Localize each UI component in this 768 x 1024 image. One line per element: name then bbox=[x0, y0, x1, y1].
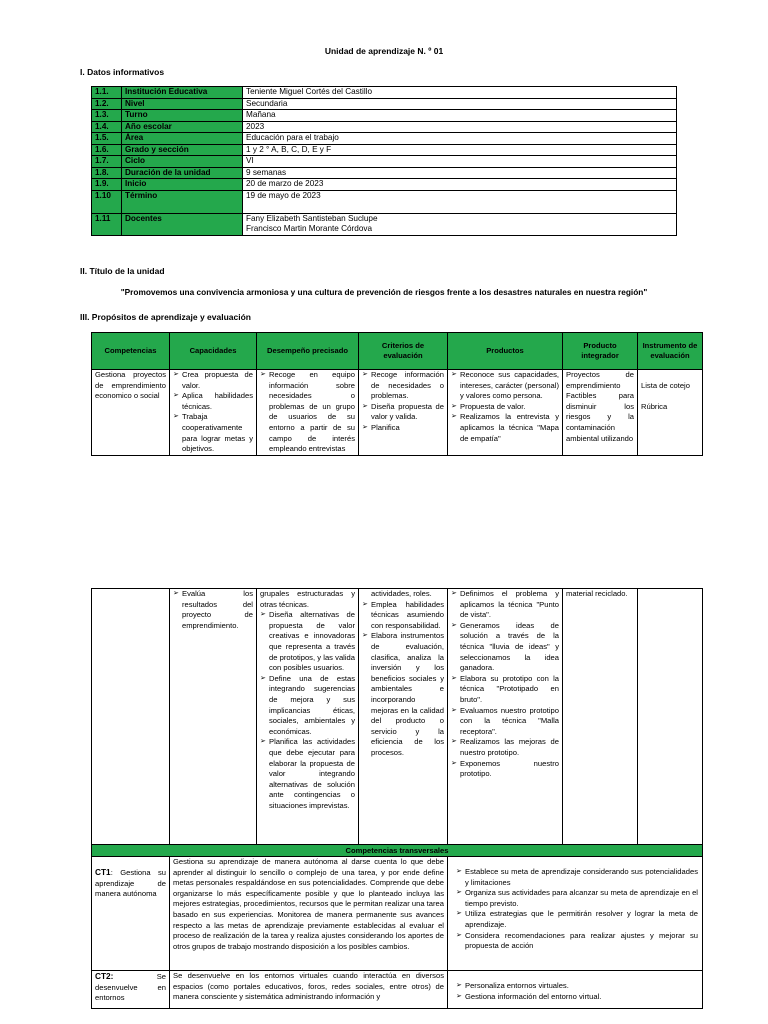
info-label bbox=[122, 144, 243, 156]
cell-ct1-items bbox=[448, 857, 703, 971]
list-item: ➢ Gestiona información del entorno virtual. bbox=[456, 992, 698, 1003]
info-value-text: Educación para el trabajo bbox=[246, 133, 339, 142]
info-num-text: 1.4. bbox=[95, 121, 109, 131]
cell-criterios bbox=[359, 370, 448, 456]
list-item: ➢ Planifica las actividades que debe ejecutar para elaborar la propuesta de valor integrando alternativas de solución ante contingencias o situaciones imprevistas. bbox=[260, 737, 355, 811]
info-value-text: VI bbox=[246, 156, 254, 165]
list-item: ➢ Propuesta de valor. bbox=[451, 402, 559, 413]
cell-criterios bbox=[359, 589, 448, 845]
info-value-text: 19 de mayo de 2023 bbox=[246, 190, 321, 200]
section-heading-datos: I. Datos informativos bbox=[80, 67, 165, 77]
info-value bbox=[243, 87, 677, 99]
info-value bbox=[243, 156, 677, 168]
purposes-table-continued bbox=[91, 588, 703, 1009]
info-value bbox=[243, 110, 677, 122]
table-row bbox=[92, 167, 677, 179]
list-item: ➢ Diseña alternativas de propuesta de valor creativas e innovadoras que representa a través de prototipos, y las valida con posibles usuarios. bbox=[260, 610, 355, 674]
transversales-title: Competencias transversales bbox=[92, 845, 703, 857]
list-item: ➢ Recoge información de necesidades o problemas. bbox=[362, 370, 444, 402]
ct2-items-list bbox=[456, 981, 698, 1002]
info-label bbox=[122, 121, 243, 133]
info-num-text: 1.11 bbox=[95, 213, 111, 223]
info-value bbox=[243, 98, 677, 110]
info-value-text: 20 de marzo de 2023 bbox=[246, 179, 324, 188]
list-item: ➢ Emplea habilidades técnicas asumiendo con responsabilidad. bbox=[362, 600, 444, 632]
cell-producto-integrador: Proyectos de emprendimiento Factibles para disminuir los riesgos y la contaminación ambiental utilizando bbox=[563, 370, 638, 456]
table-row bbox=[92, 98, 677, 110]
info-num-text: 1.10 bbox=[95, 190, 111, 200]
table-row bbox=[92, 589, 703, 845]
list-item: ➢ Realizamos la entrevista y aplicamos la técnica "Mapa de empatía" bbox=[451, 412, 559, 444]
cell-desempeno bbox=[257, 589, 359, 845]
info-num-text: 1.5. bbox=[95, 133, 109, 142]
info-label-text: Inicio bbox=[125, 179, 147, 188]
info-label-text: Área bbox=[125, 133, 144, 142]
cell-capacidades bbox=[170, 589, 257, 845]
info-label-text: Turno bbox=[125, 110, 148, 119]
info-value bbox=[243, 179, 677, 191]
info-num bbox=[92, 179, 122, 191]
list-item: ➢ Realizamos las mejoras de nuestro prototipo. bbox=[451, 737, 559, 758]
info-label bbox=[122, 179, 243, 191]
header-desempeno: Desempeño precisado bbox=[257, 333, 359, 370]
info-num bbox=[92, 110, 122, 122]
desempeno-continuation: grupales estructuradas y otras técnicas. bbox=[260, 589, 355, 609]
list-item: ➢ Planifica bbox=[362, 423, 444, 434]
info-value bbox=[243, 167, 677, 179]
info-value bbox=[243, 121, 677, 133]
info-value-text-2: Francisco Martin Morante Córdova bbox=[246, 224, 373, 233]
table-row bbox=[92, 179, 677, 191]
criterios-continuation: actividades, roles. bbox=[371, 589, 432, 598]
instrumento-rubrica: Rúbrica bbox=[641, 401, 668, 411]
cell-capacidades bbox=[170, 370, 257, 456]
info-num-text: 1.9. bbox=[95, 179, 109, 188]
table-row bbox=[92, 156, 677, 168]
cell-competencia-empty bbox=[92, 589, 170, 845]
info-value-text: Secundaria bbox=[246, 98, 288, 108]
info-value-text: 9 semanas bbox=[246, 167, 287, 177]
info-num-text: 1.6. bbox=[95, 144, 109, 154]
info-value-text: 1 y 2 ° A, B, C, D, E y F bbox=[246, 144, 332, 154]
list-item: ➢ Organiza sus actividades para alcanzar su meta de aprendizaje en el tiempo previsto. bbox=[456, 888, 698, 909]
info-label bbox=[122, 213, 243, 235]
info-table bbox=[91, 86, 677, 236]
purposes-header-row bbox=[92, 333, 703, 370]
info-label-text: Término bbox=[125, 190, 158, 200]
info-label bbox=[122, 98, 243, 110]
criterios-list bbox=[362, 370, 444, 434]
info-num-text: 1.1. bbox=[95, 87, 109, 96]
cell-instrumento bbox=[638, 370, 703, 456]
header-capacidades: Capacidades bbox=[170, 333, 257, 370]
ct2-code: CT2: bbox=[95, 971, 114, 981]
criterios-list bbox=[362, 600, 444, 759]
list-item: ➢ Definimos el problema y aplicamos la técnica "Punto de vista". bbox=[451, 589, 559, 621]
table-row bbox=[92, 110, 677, 122]
info-num bbox=[92, 87, 122, 99]
info-table-body bbox=[92, 87, 677, 236]
table-row bbox=[92, 971, 703, 1009]
cell-desempeno bbox=[257, 370, 359, 456]
section-heading-propositos: III. Propósitos de aprendizaje y evaluación bbox=[80, 312, 251, 322]
info-num bbox=[92, 213, 122, 235]
ct1-code: CT1 bbox=[95, 867, 111, 877]
info-value-text: Mañana bbox=[246, 110, 276, 119]
info-value bbox=[243, 213, 677, 235]
info-value bbox=[243, 144, 677, 156]
list-item: ➢ Considera recomendaciones para realizar ajustes y mejorar su propuesta de acción bbox=[456, 931, 698, 952]
info-num-text: 1.3. bbox=[95, 110, 109, 119]
header-competencias: Competencias bbox=[92, 333, 170, 370]
info-label bbox=[122, 156, 243, 168]
info-num bbox=[92, 98, 122, 110]
list-item: ➢ Exponemos nuestro prototipo. bbox=[451, 759, 559, 780]
cell-productos bbox=[448, 589, 563, 845]
productos-list bbox=[451, 589, 559, 780]
cell-ct2-description: Se desenvuelve en los entornos virtuales cuando interactúa en diversos espacios (como portales educativos, foros, redes sociales, entre otros) de manera consciente y sistemática administrando información y bbox=[170, 971, 448, 1009]
header-producto-integrador: Producto integrador bbox=[563, 333, 638, 370]
list-item: ➢ Generamos ideas de solución a través de la técnica "lluvia de ideas" y seleccionamos la idea ganadora. bbox=[451, 621, 559, 674]
cell-ct2-label bbox=[92, 971, 170, 1009]
list-item: ➢ Elabora instrumentos de evaluación, clasifica, analiza la inversión y los beneficios sociales y ambientales e incorporando mejoras en la calidad del producto o servicio y la eficiencia de los procesos. bbox=[362, 631, 444, 758]
instrumento-lista-cotejo: Lista de cotejo bbox=[641, 381, 690, 390]
info-value bbox=[243, 190, 677, 213]
table-row bbox=[92, 213, 677, 235]
list-item: ➢ Define una de estas integrando sugerencias de mejora y sus implicancias éticas, sociales, ambientales y económicas. bbox=[260, 674, 355, 738]
header-instrumento: Instrumento de evaluación bbox=[638, 333, 703, 370]
info-num bbox=[92, 144, 122, 156]
cell-competencia: Gestiona proyectos de emprendimiento economico o social bbox=[92, 370, 170, 456]
info-label-text: Grado y sección bbox=[125, 144, 189, 154]
cell-ct2-items bbox=[448, 971, 703, 1009]
ct2-label: Se desenvuelve en entornos bbox=[95, 972, 166, 1003]
info-num-text: 1.2. bbox=[95, 98, 109, 108]
info-label bbox=[122, 87, 243, 99]
info-label bbox=[122, 110, 243, 122]
info-num bbox=[92, 167, 122, 179]
cell-producto-integrador: material reciclado. bbox=[563, 589, 638, 845]
info-label bbox=[122, 190, 243, 213]
info-value-text: 2023 bbox=[246, 121, 265, 131]
info-num-text: 1.7. bbox=[95, 156, 109, 165]
list-item: ➢ Utiliza estrategias que le permitirán resolver y lograr la meta de aprendizaje. bbox=[456, 909, 698, 930]
table-row bbox=[92, 370, 703, 456]
list-item: ➢ Establece su meta de aprendizaje considerando sus potencialidades y limitaciones bbox=[456, 867, 698, 888]
list-item: ➢ Recoge en equipo información sobre necesidades o problemas de un grupo de usuarios de su entorno a partir de su campo de interés empleando entrevistas bbox=[260, 370, 355, 455]
info-num bbox=[92, 190, 122, 213]
info-num bbox=[92, 133, 122, 145]
list-item: ➢ Evaluamos nuestro prototipo con la técnica "Malla receptora". bbox=[451, 706, 559, 738]
info-num bbox=[92, 121, 122, 133]
list-item: ➢ Elabora su prototipo con la técnica "Prototipado en bruto". bbox=[451, 674, 559, 706]
section-heading-titulo: II. Título de la unidad bbox=[80, 266, 165, 276]
list-item: ➢ Evalúa los resultados del proyecto de emprendimiento. bbox=[173, 589, 253, 631]
ct1-items-list bbox=[456, 867, 698, 952]
header-productos: Productos bbox=[448, 333, 563, 370]
list-item: ➢ Diseña propuesta de valor y valida. bbox=[362, 402, 444, 423]
purposes-table bbox=[91, 332, 703, 456]
list-item: ➢ Aplica habilidades técnicas. bbox=[173, 391, 253, 412]
desempeno-list bbox=[260, 610, 355, 811]
capacidades-list bbox=[173, 589, 253, 631]
header-criterios: Criterios de evaluación bbox=[359, 333, 448, 370]
ct1-label: : Gestiona su aprendizaje de manera autónoma bbox=[95, 868, 166, 899]
list-item: ➢ Personaliza entornos virtuales. bbox=[456, 981, 698, 992]
info-label-text: Docentes bbox=[125, 213, 162, 223]
info-label-text: Duración de la unidad bbox=[125, 167, 211, 177]
info-value bbox=[243, 133, 677, 145]
info-label-text: Nivel bbox=[125, 98, 145, 108]
info-num bbox=[92, 156, 122, 168]
list-item: ➢ Reconoce sus capacidades, intereses, carácter (personal) y valores como persona. bbox=[451, 370, 559, 402]
cell-productos bbox=[448, 370, 563, 456]
table-row bbox=[92, 121, 677, 133]
desempeno-list bbox=[260, 370, 355, 455]
info-label-text: Año escolar bbox=[125, 121, 172, 131]
info-value-text: Teniente Miguel Cortés del Castillo bbox=[246, 87, 373, 96]
list-item: ➢ Trabaja cooperativamente para lograr metas y objetivos. bbox=[173, 412, 253, 454]
table-row bbox=[92, 190, 677, 213]
list-item: ➢ Crea propuesta de valor. bbox=[173, 370, 253, 391]
document-title: Unidad de aprendizaje N. º 01 bbox=[324, 46, 444, 56]
table-row bbox=[92, 144, 677, 156]
info-value-text: Fany Elizabeth Santisteban Suclupe bbox=[246, 213, 378, 223]
info-num-text: 1.8. bbox=[95, 167, 109, 177]
cell-instrumento-empty bbox=[638, 589, 703, 845]
table-row bbox=[92, 857, 703, 971]
info-label bbox=[122, 167, 243, 179]
transversales-header-row bbox=[92, 845, 703, 857]
cell-ct1-label bbox=[92, 857, 170, 971]
unit-title: "Promovemos una convivencia armoniosa y una cultura de prevención de riesgos frente a los desastres naturales en nuestra región" bbox=[120, 287, 648, 297]
info-label-text: Institución Educativa bbox=[125, 87, 208, 96]
productos-list bbox=[451, 370, 559, 444]
info-label bbox=[122, 133, 243, 145]
cell-ct1-description: Gestiona su aprendizaje de manera autónoma al darse cuenta lo que debe aprender al distinguir lo sencillo o complejo de una tarea, y por ende define metas personales respaldándose en sus potencialidades. Comprende que debe organizarse lo más específicamente posible y que lo planteado incluya las mejores estrategias, procedimientos, recursos que le permitan realizar una tarea basado en sus experiencias. Monitorea de manera permanente sus avances respecto a las metas de aprendizaje previamente establecidas al evaluar el proceso de realización de la tarea y realiza ajustes considerando los aportes de otros grupos de trabajo mostrando disposición a los posibles cambios. bbox=[170, 857, 448, 971]
capacidades-list bbox=[173, 370, 253, 455]
table-row bbox=[92, 87, 677, 99]
table-row bbox=[92, 133, 677, 145]
info-label-text: Ciclo bbox=[125, 156, 146, 165]
